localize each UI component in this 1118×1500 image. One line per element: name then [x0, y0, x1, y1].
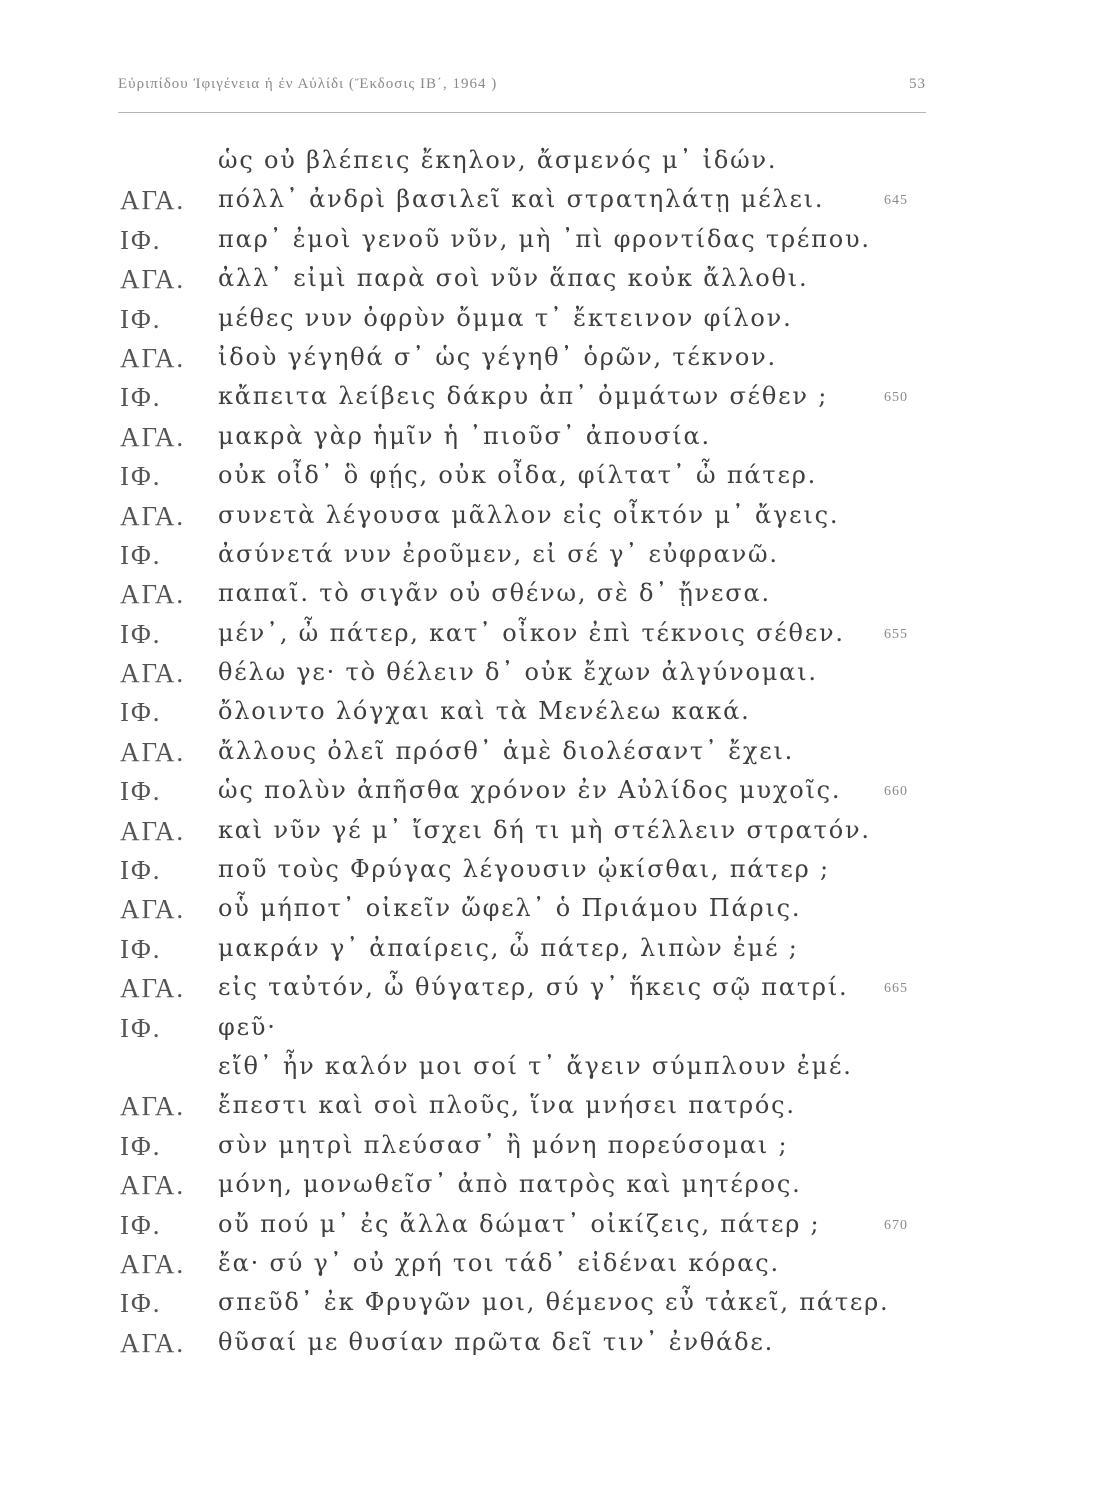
verse-line [0, 1170, 1118, 1209]
speaker-label: ΙΦ. [120, 1209, 162, 1240]
verse-line [0, 1328, 1118, 1367]
speaker-label: ΑΓΑ. [120, 1091, 186, 1122]
verse-text: κἄπειτα λείβεις δάκρυ ἀπ᾽ ὀμμάτων σέθεν ; [218, 382, 829, 411]
verse-text: ἀλλ᾽ εἰμὶ παρὰ σοὶ νῦν ἅπας κοὐκ ἄλλοθι. [218, 264, 809, 293]
verse-text: μέθες νυν ὀφρὺν ὄμμα τ᾽ ἔκτεινον φίλον. [218, 303, 793, 332]
verse-line [0, 697, 1118, 736]
verse-text: ἄλλους ὀλεῖ πρόσθ᾽ ἁμὲ διολέσαντ᾽ ἔχει. [218, 736, 795, 765]
verse-line [0, 501, 1118, 540]
verse-line [0, 894, 1118, 933]
verse-text: εἴθ᾽ ἦν καλόν μοι σοί τ᾽ ἄγειν σύμπλουν ἐμέ. [218, 1051, 853, 1080]
verse-text: θέλω γε· τὸ θέλειν δ᾽ οὐκ ἔχων ἀλγύνομαι. [218, 658, 818, 687]
running-title: Εὐριπίδου Ἰφιγένεια ἡ ἐν Αὐλίδι (Ἔκδοσις ΙΒ΄, 1964 ) [118, 76, 498, 92]
speaker-label: ΙΦ. [120, 461, 162, 492]
verse-line [0, 934, 1118, 973]
verse-line [0, 1013, 1118, 1052]
verse-line [0, 304, 1118, 343]
verse-text: οὐκ οἶδ᾽ ὃ φῄς, οὐκ οἶδα, φίλτατ᾽ ὦ πάτερ. [218, 461, 818, 490]
speaker-label: ΙΦ. [120, 776, 162, 807]
speaker-label: ΑΓΑ. [120, 1327, 186, 1358]
verse-text: ἀσύνετά νυν ἐροῦμεν, εἰ σέ γ᾽ εὐφρανῶ. [218, 539, 779, 568]
page-number: 53 [909, 76, 926, 92]
verse-text: σὺν μητρὶ πλεύσασ᾽ ἢ μόνη πορεύσομαι ; [218, 1130, 789, 1159]
speaker-label: ΑΓΑ. [120, 815, 186, 846]
verse-text: συνετὰ λέγουσα μᾶλλον εἰς οἶκτόν μ᾽ ἄγεις. [218, 500, 840, 529]
verse-line [0, 1091, 1118, 1130]
line-number: 655 [884, 626, 908, 642]
verse-text: εἰς ταὐτόν, ὦ θύγατερ, σύ γ᾽ ἥκεις σῷ πατρί. [218, 973, 849, 1002]
speaker-label: ΙΦ. [120, 1288, 162, 1319]
speaker-label: ΑΓΑ. [120, 421, 186, 452]
speaker-label: ΑΓΑ. [120, 658, 186, 689]
speaker-label: ΑΓΑ. [120, 894, 186, 925]
verse-text: μακράν γ᾽ ἀπαίρεις, ὦ πάτερ, λιπὼν ἐμέ ; [218, 933, 799, 962]
verse-line [0, 855, 1118, 894]
verse-line [0, 461, 1118, 500]
line-number: 645 [884, 193, 908, 209]
verse-line [0, 540, 1118, 579]
speaker-label: ΑΓΑ. [120, 736, 186, 767]
verse-line [0, 1052, 1118, 1091]
speaker-label: ΑΓΑ. [120, 579, 186, 610]
speaker-label: ΙΦ. [120, 539, 162, 570]
verse-text: μόνη, μονωθεῖσ᾽ ἀπὸ πατρὸς καὶ μητέρος. [218, 1170, 802, 1199]
verse-line [0, 776, 1118, 815]
speaker-label: ΑΓΑ. [120, 1170, 186, 1201]
verse-text: καὶ νῦν γέ μ᾽ ἴσχει δή τι μὴ στέλλειν στρατόν. [218, 815, 871, 844]
verse-block [0, 146, 1118, 1367]
speaker-label: ΙΦ. [120, 1012, 162, 1043]
verse-line [0, 658, 1118, 697]
verse-line [0, 1210, 1118, 1249]
speaker-label: ΙΦ. [120, 855, 162, 886]
verse-text: παπαῖ. τὸ σιγᾶν οὐ σθένω, σὲ δ᾽ ᾔνεσα. [218, 579, 771, 608]
verse-line [0, 343, 1118, 382]
verse-text: φεῦ· [218, 1012, 277, 1041]
verse-text: ἔα· σύ γ᾽ οὐ χρή τοι τάδ᾽ εἰδέναι κόρας. [218, 1248, 780, 1277]
verse-line [0, 146, 1118, 185]
speaker-label: ΙΦ. [120, 697, 162, 728]
verse-line [0, 1131, 1118, 1170]
verse-text: ὄλοιντο λόγχαι καὶ τὰ Μενέλεω κακά. [218, 697, 751, 726]
speaker-label: ΑΓΑ. [120, 500, 186, 531]
verse-text: πόλλ᾽ ἀνδρὶ βασιλεῖ καὶ στρατηλάτῃ μέλει. [218, 185, 825, 214]
verse-text: μακρὰ γὰρ ἡμῖν ἡ ᾽πιοῦσ᾽ ἀπουσία. [218, 421, 711, 450]
line-number: 670 [884, 1217, 908, 1233]
verse-line [0, 382, 1118, 421]
speaker-label: ΙΦ. [120, 618, 162, 649]
verse-line [0, 185, 1118, 224]
verse-line [0, 579, 1118, 618]
verse-line [0, 264, 1118, 303]
speaker-label: ΑΓΑ. [120, 1248, 186, 1279]
speaker-label: ΙΦ. [120, 303, 162, 334]
line-number: 665 [884, 981, 908, 997]
verse-line [0, 737, 1118, 776]
verse-line [0, 422, 1118, 461]
speaker-label: ΙΦ. [120, 382, 162, 413]
verse-line [0, 619, 1118, 658]
verse-line [0, 816, 1118, 855]
speaker-label: ΙΦ. [120, 933, 162, 964]
header-rule [118, 112, 926, 113]
verse-line [0, 225, 1118, 264]
verse-line [0, 1249, 1118, 1288]
verse-line [0, 973, 1118, 1012]
speaker-label: ΙΦ. [120, 1130, 162, 1161]
verse-text: ὡς οὐ βλέπεις ἔκηλον, ἄσμενός μ᾽ ἰδών. [218, 146, 778, 174]
verse-line [0, 1288, 1118, 1327]
line-number: 660 [884, 784, 908, 800]
verse-text: οὗ μήποτ᾽ οἰκεῖν ὤφελ᾽ ὁ Πριάμου Πάρις. [218, 894, 802, 923]
speaker-label: ΑΓΑ. [120, 264, 186, 295]
running-head [118, 76, 926, 102]
verse-text: ἔπεστι καὶ σοὶ πλοῦς, ἵνα μνήσει πατρός. [218, 1091, 796, 1120]
speaker-label: ΙΦ. [120, 224, 162, 255]
speaker-label: ΑΓΑ. [120, 185, 186, 216]
verse-text: μέν᾽, ὦ πάτερ, κατ᾽ οἶκον ἐπὶ τέκνοις σέθεν. [218, 618, 845, 647]
verse-text: παρ᾽ ἐμοὶ γενοῦ νῦν, μὴ ᾽πὶ φροντίδας τρέπου. [218, 224, 871, 253]
verse-text: ποῦ τοὺς Φρύγας λέγουσιν ᾠκίσθαι, πάτερ ; [218, 855, 830, 884]
verse-text: θῦσαί με θυσίαν πρῶτα δεῖ τιν᾽ ἐνθάδε. [218, 1327, 775, 1356]
verse-text: οὔ πού μ᾽ ἐς ἄλλα δώματ᾽ οἰκίζεις, πάτερ ; [218, 1209, 821, 1238]
verse-text: ἰδοὺ γέγηθά σ᾽ ὡς γέγηθ᾽ ὁρῶν, τέκνον. [218, 342, 777, 371]
verse-text: ὡς πολὺν ἀπῆσθα χρόνον ἐν Αὐλίδος μυχοῖς. [218, 776, 842, 805]
speaker-label: ΑΓΑ. [120, 342, 186, 373]
speaker-label: ΑΓΑ. [120, 973, 186, 1004]
verse-text: σπεῦδ᾽ ἐκ Φρυγῶν μοι, θέμενος εὖ τἀκεῖ, πάτερ. [218, 1288, 890, 1317]
line-number: 650 [884, 390, 908, 406]
